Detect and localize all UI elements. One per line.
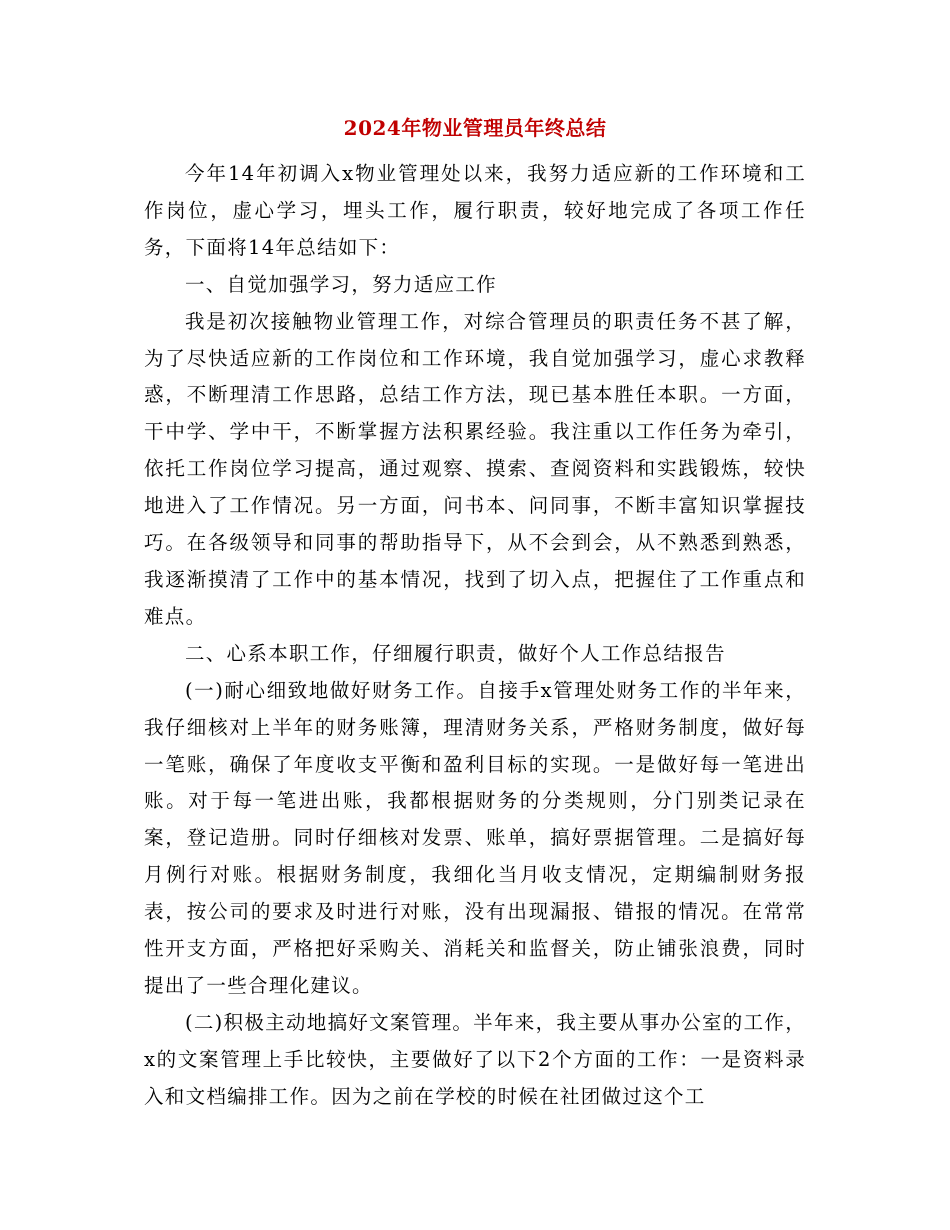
paragraph-study: 我是初次接触物业管理工作，对综合管理员的职责任务不甚了解，为了尽快适应新的工作岗位和工作环境，我自觉加强学习，虚心求教释惑，不断理清工作思路，总结工作方法，现已基本胜任本职。一方面，干中学、学中干，不断掌握方法积累经验。我注重以工作任务为牵引，依托工作岗位学习提高，通过观察、摸索、查阅资料和实践锻炼，较快地进入了工作情况。另一方面，问书本、问同事，不断丰富知识掌握技巧。在各级领导和同事的帮助指导下，从不会到会，从不熟悉到熟悉，我逐渐摸清了工作中的基本情况，找到了切入点，把握住了工作重点和难点。 (144, 309, 806, 628)
section-heading-2: 二、心系本职工作，仔细履行职责，做好个人工作总结报告 (184, 641, 726, 665)
section-heading-1: 一、自觉加强学习，努力适应工作 (184, 272, 497, 296)
paragraph-intro: 今年14年初调入x物业管理处以来，我努力适应新的工作环境和工作岗位，虚心学习，埋头工作，履行职责，较好地完成了各项工作任务，下面将14年总结如下： (144, 162, 806, 259)
document-title: 2024年物业管理员年终总结 (343, 116, 607, 140)
paragraph-documents: (二)积极主动地搞好文案管理。半年来，我主要从事办公室的工作，x的文案管理上手比较快，主要做好了以下2个方面的工作：一是资料录入和文档编排工作。因为之前在学校的时候在社团做过这个工 (144, 1010, 806, 1108)
document-body (144, 156, 806, 1116)
paragraph-finance: (一)耐心细致地做好财务工作。自接手x管理处财务工作的半年来，我仔细核对上半年的财务账簿，理清财务关系，严格财务制度，做好每一笔账，确保了年度收支平衡和盈利目标的实现。一是做好每一笔进出账。对于每一笔进出账，我都根据财务的分类规则，分门别类记录在案，登记造册。同时仔细核对发票、账单，搞好票据管理。二是搞好每月例行对账。根据财务制度，我细化当月收支情况，定期编制财务报表，按公司的要求及时进行对账，没有出现漏报、错报的情况。在常常性开支方面，严格把好采购关、消耗关和监督关，防止铺张浪费，同时提出了一些合理化建议。 (144, 678, 806, 997)
